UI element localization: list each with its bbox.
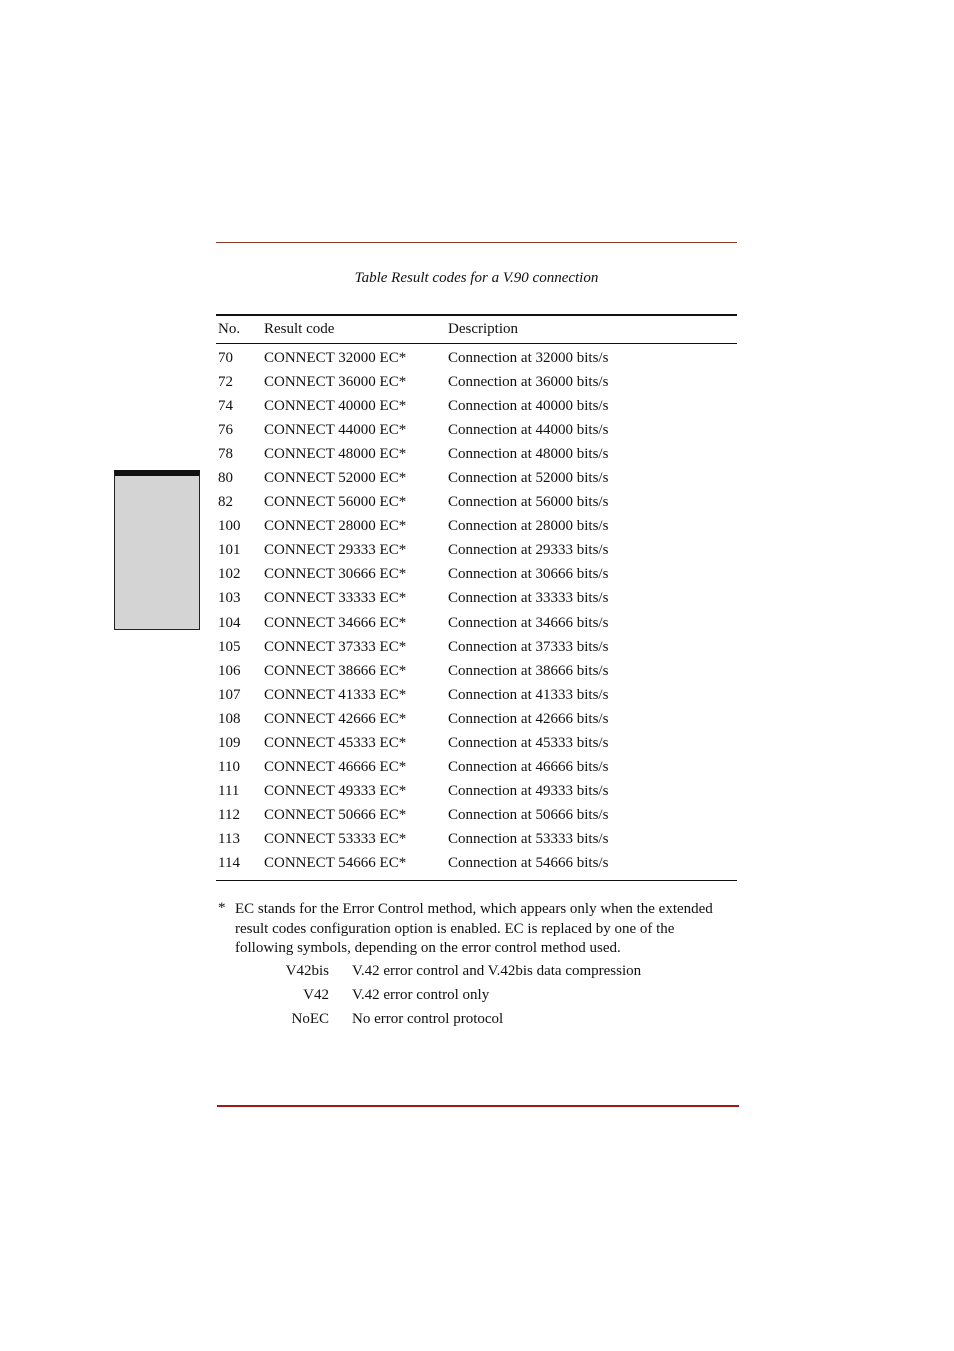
table-row — [216, 346, 737, 370]
row-description: Connection at 44000 bits/s — [448, 422, 609, 439]
header-no: No. — [218, 321, 241, 337]
table-row — [216, 635, 737, 659]
row-number: 113 — [218, 830, 240, 847]
symbol-description: No error control protocol — [352, 1011, 504, 1027]
footer-rule — [217, 1105, 739, 1107]
symbol-row — [216, 1011, 737, 1033]
row-result-code: CONNECT 29333 EC* — [264, 542, 407, 559]
footnote-marker: * — [218, 900, 226, 916]
row-description: Connection at 52000 bits/s — [448, 470, 609, 487]
row-number: 107 — [218, 686, 241, 703]
row-number: 106 — [218, 662, 241, 679]
row-number: 114 — [218, 854, 240, 871]
symbol-name: V42bis — [285, 963, 329, 979]
row-description: Connection at 37333 bits/s — [448, 638, 609, 655]
row-number: 74 — [218, 398, 233, 415]
row-description: Connection at 33333 bits/s — [448, 590, 609, 607]
row-number: 110 — [218, 758, 240, 775]
row-result-code: CONNECT 50666 EC* — [264, 806, 407, 823]
row-description: Connection at 56000 bits/s — [448, 494, 609, 511]
row-number: 76 — [218, 422, 233, 439]
header-rule — [216, 242, 737, 243]
row-result-code: CONNECT 37333 EC* — [264, 638, 407, 655]
row-number: 101 — [218, 542, 241, 559]
row-result-code: CONNECT 49333 EC* — [264, 782, 407, 799]
table-caption: Table Result codes for a V.90 connection — [354, 270, 599, 286]
row-result-code: CONNECT 56000 EC* — [264, 494, 407, 511]
row-number: 70 — [218, 350, 233, 366]
table-row — [216, 683, 737, 707]
symbol-name: NoEC — [291, 1011, 329, 1027]
row-description: Connection at 49333 bits/s — [448, 782, 609, 799]
row-description: Connection at 30666 bits/s — [448, 566, 609, 583]
row-result-code: CONNECT 30666 EC* — [264, 566, 407, 583]
row-number: 82 — [218, 494, 233, 511]
row-number: 112 — [218, 806, 240, 823]
row-description: Connection at 40000 bits/s — [448, 398, 609, 415]
row-result-code: CONNECT 48000 EC* — [264, 446, 407, 463]
table-row — [216, 731, 737, 755]
row-result-code: CONNECT 28000 EC* — [264, 518, 407, 535]
row-description: Connection at 41333 bits/s — [448, 686, 609, 703]
row-result-code: CONNECT 32000 EC* — [264, 350, 407, 366]
table-row — [216, 586, 737, 610]
table-row — [216, 779, 737, 803]
chapter-side-tab — [114, 470, 200, 630]
row-description: Connection at 29333 bits/s — [448, 542, 609, 559]
row-description: Connection at 46666 bits/s — [448, 758, 609, 775]
row-result-code: CONNECT 42666 EC* — [264, 710, 407, 727]
table-row — [216, 851, 737, 875]
symbol-description: V.42 error control only — [352, 987, 490, 1003]
table-row — [216, 370, 737, 394]
symbol-description: V.42 error control and V.42bis data compression — [352, 963, 642, 979]
row-description: Connection at 48000 bits/s — [448, 446, 609, 463]
table-row — [216, 490, 737, 514]
row-result-code: CONNECT 53333 EC* — [264, 830, 407, 847]
result-codes-table — [216, 314, 737, 881]
footnote-text: EC stands for the Error Control method, which appears only when the extended result codes configuration option is enabled. EC is replaced by one of the following symbols, depending on the error control method used. — [235, 901, 713, 957]
row-result-code: CONNECT 45333 EC* — [264, 734, 407, 751]
symbol-row — [216, 987, 737, 1009]
row-number: 100 — [218, 518, 241, 535]
row-number: 105 — [218, 638, 241, 655]
row-result-code: CONNECT 36000 EC* — [264, 374, 407, 391]
row-result-code: CONNECT 44000 EC* — [264, 422, 407, 439]
row-description: Connection at 32000 bits/s — [448, 350, 609, 366]
row-description: Connection at 45333 bits/s — [448, 734, 609, 751]
row-number: 102 — [218, 566, 241, 583]
row-number: 108 — [218, 710, 241, 727]
row-result-code: CONNECT 46666 EC* — [264, 758, 407, 775]
symbol-row — [216, 963, 737, 985]
symbol-name: V42 — [303, 987, 329, 1003]
row-result-code: CONNECT 54666 EC* — [264, 854, 407, 871]
row-result-code: CONNECT 33333 EC* — [264, 590, 407, 607]
row-description: Connection at 42666 bits/s — [448, 710, 609, 727]
table-row — [216, 442, 737, 466]
table-row — [216, 659, 737, 683]
row-description: Connection at 54666 bits/s — [448, 854, 609, 871]
row-result-code: CONNECT 38666 EC* — [264, 662, 407, 679]
row-description: Connection at 38666 bits/s — [448, 662, 609, 679]
table-row — [216, 466, 737, 490]
header-description: Description — [448, 321, 518, 337]
row-number: 104 — [218, 614, 241, 631]
row-number: 109 — [218, 734, 241, 751]
table-row — [216, 514, 737, 538]
header-result-code: Result code — [264, 321, 335, 337]
row-description: Connection at 50666 bits/s — [448, 806, 609, 823]
row-result-code: CONNECT 40000 EC* — [264, 398, 407, 415]
row-number: 103 — [218, 590, 241, 607]
table-row — [216, 611, 737, 635]
row-result-code: CONNECT 52000 EC* — [264, 470, 407, 487]
row-number: 111 — [218, 782, 240, 799]
table-header-row — [216, 316, 737, 344]
table-row — [216, 394, 737, 418]
table-body — [216, 344, 737, 880]
row-description: Connection at 28000 bits/s — [448, 518, 609, 535]
table-row — [216, 827, 737, 851]
row-description: Connection at 36000 bits/s — [448, 374, 609, 391]
row-result-code: CONNECT 41333 EC* — [264, 686, 407, 703]
row-description: Connection at 53333 bits/s — [448, 830, 609, 847]
row-number: 80 — [218, 470, 233, 487]
table-row — [216, 418, 737, 442]
table-row — [216, 803, 737, 827]
table-row — [216, 707, 737, 731]
table-row — [216, 538, 737, 562]
row-result-code: CONNECT 34666 EC* — [264, 614, 407, 631]
table-row — [216, 562, 737, 586]
row-number: 72 — [218, 374, 233, 391]
row-description: Connection at 34666 bits/s — [448, 614, 609, 631]
table-row — [216, 755, 737, 779]
row-number: 78 — [218, 446, 233, 463]
